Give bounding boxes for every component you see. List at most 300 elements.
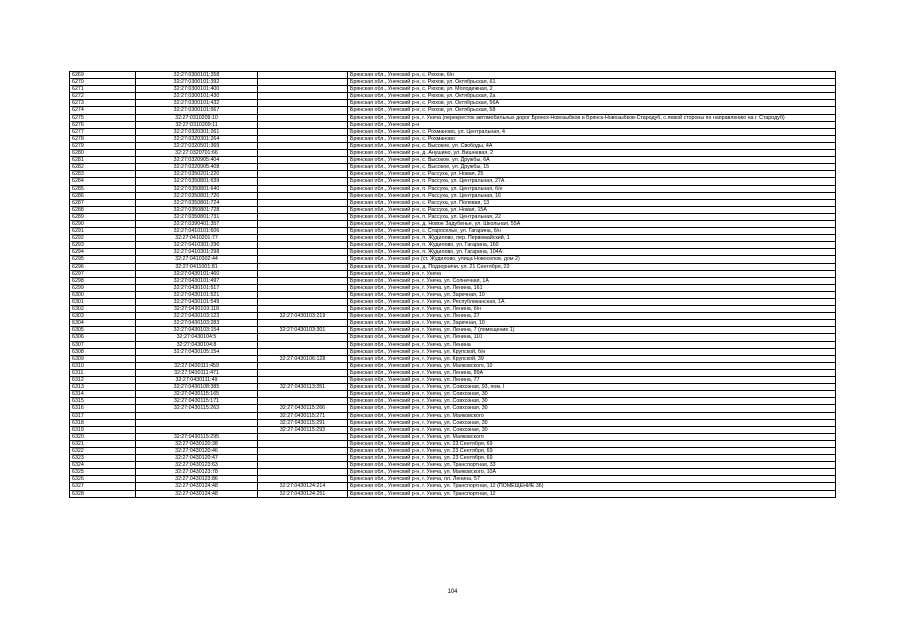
row-number-cell: 6312 [70,377,136,384]
table-row [70,369,836,376]
address-cell: Брянская обл., Унечский р-н, г. Унеча, ул. Совхозная, 30 [348,426,836,433]
room-cadastral-number-cell [258,171,348,178]
cadastral-number-cell: 32:27:0320301:261 [136,128,258,135]
address-cell: Брянская обл., Унечский р-н, г. Унеча, ул. 23 Сентября, 69 [348,455,836,462]
room-cadastral-number-cell: 32:27:0430115:291 [258,419,348,426]
row-number-cell: 6299 [70,284,136,291]
address-cell: Брянская обл., Унечский р-н, г. Унеча, ул. Транспортная, 12 (ПОМЕЩЕНИЕ 36) [348,483,836,490]
cadastral-number-cell: 32:27:0410301:296 [136,242,258,249]
cadastral-number-cell: 32:27:0430101:521 [136,291,258,298]
room-cadastral-number-cell [258,249,348,256]
room-cadastral-number-cell [258,178,348,185]
cadastral-number-cell: 32:27:0430115:263 [136,405,258,412]
room-cadastral-number-cell [258,299,348,306]
room-cadastral-number-cell [258,213,348,220]
address-cell: Брянская обл., Унечский р-н, д. Анушино, ул. Вишневая, 2 [348,150,836,157]
cadastral-number-cell [136,412,258,419]
address-cell: Брянская обл., Унечский р-н, г. Унеча [348,270,836,277]
cadastral-number-cell: 32:27:0430124:48 [136,483,258,490]
row-number-cell: 6272 [70,93,136,100]
table-row [70,455,836,462]
table-row [70,235,836,242]
row-number-cell: 6317 [70,412,136,419]
cadastral-number-cell: 32:27:0430104:8 [136,341,258,348]
address-cell: Брянская обл., Унечский р-н, п. Рассуха, ул. Центральная, б/н [348,185,836,192]
cadastral-number-cell [136,419,258,426]
cadastral-number-cell: 32:27:0430120:38 [136,440,258,447]
address-cell: Брянская обл., Унечский р-н, с. Высокое, ул. Свободы, 4А [348,142,836,149]
address-cell: Брянская обл., Унечский р-н, с. Рохманово, ул. Центральная, 4 [348,128,836,135]
table-row [70,291,836,298]
room-cadastral-number-cell [258,369,348,376]
address-cell: Брянская обл., Унечский р-н, с. Рохманово [348,135,836,142]
room-cadastral-number-cell [258,398,348,405]
table-row [70,476,836,483]
cadastral-number-cell: 32:27:0411001:81 [136,263,258,270]
row-number-cell: 6296 [70,263,136,270]
row-number-cell: 6282 [70,164,136,171]
row-number-cell: 6324 [70,462,136,469]
room-cadastral-number-cell [258,320,348,327]
table-row [70,384,836,391]
room-cadastral-number-cell [258,93,348,100]
cadastral-number-cell [136,355,258,362]
room-cadastral-number-cell: 32:27:0430106:128 [258,355,348,362]
row-number-cell: 6316 [70,405,136,412]
address-cell: Брянская обл., Унечский р-н, с. Рюхов, б/н [348,72,836,79]
cadastral-number-cell: 32:27:0320301:264 [136,135,258,142]
row-number-cell: 6289 [70,213,136,220]
table-row [70,79,836,86]
cadastral-number-cell: 32:27:0430108:385 [136,384,258,391]
row-number-cell: 6302 [70,306,136,313]
table-row [70,86,836,93]
address-cell: Брянская обл., Унечский р-н (ст. Жудилово, улица Новоселов, дом 2) [348,256,836,263]
address-cell: Брянская обл., Унечский р-н, г. Унеча, ул. Маяковского [348,433,836,440]
row-number-cell: 6293 [70,242,136,249]
room-cadastral-number-cell [258,164,348,171]
room-cadastral-number-cell [258,121,348,128]
cadastral-number-cell: 32:27:0320905:408 [136,164,258,171]
room-cadastral-number-cell: 32:27:0430124:214 [258,483,348,490]
table-row [70,93,836,100]
cadastral-number-cell: 32:27:0430115:171 [136,398,258,405]
room-cadastral-number-cell [258,362,348,369]
room-cadastral-number-cell [258,433,348,440]
table-row [70,426,836,433]
cadastral-number-cell: 32:27:0430104:5 [136,334,258,341]
room-cadastral-number-cell [258,135,348,142]
table-row [70,419,836,426]
row-number-cell: 6327 [70,483,136,490]
address-cell: Брянская обл., Унечский р-н, г. Унеча, ул. Заречная, 10 [348,320,836,327]
cadastral-number-cell: 32:27:0350801:720 [136,192,258,199]
cadastral-number-cell: 32:27:0320701:66 [136,150,258,157]
table-row [70,412,836,419]
row-number-cell: 6291 [70,228,136,235]
room-cadastral-number-cell [258,341,348,348]
table-row [70,469,836,476]
cadastral-number-cell: 32:27:0430101:460 [136,270,258,277]
room-cadastral-number-cell: 32:27:0430115:271 [258,412,348,419]
address-cell: Брянская обл., Унечский р-н, г. Унеча, ул. Заречная, 10 [348,291,836,298]
address-cell: Брянская обл., Унечский р-н [348,121,836,128]
table-row [70,334,836,341]
address-cell: Брянская обл., Унечский р-н, г. Унеча, ул. Ленина, 27 [348,313,836,320]
cadastral-number-cell: 32:27:0320905:404 [136,157,258,164]
room-cadastral-number-cell: 32:27:0430115:293 [258,426,348,433]
row-number-cell: 6292 [70,235,136,242]
room-cadastral-number-cell [258,100,348,107]
address-cell: Брянская обл., Унечский р-н, п. Жудилово, пер. Первомайский, 1 [348,235,836,242]
table-row [70,462,836,469]
address-cell: Брянская обл., Унечский р-н, с. Рюхов, ул. Октябрьская, 58 [348,107,836,114]
row-number-cell: 6285 [70,185,136,192]
table-row [70,327,836,334]
address-cell: Брянская обл., Унечский р-н, с. Рюхов, ул. Октябрьская, 56А [348,100,836,107]
table-row [70,192,836,199]
table-row [70,490,836,497]
address-cell: Брянская обл., Унечский р-н, г. Унеча, ул. Солнечная, 1А [348,277,836,284]
table-row [70,256,836,263]
room-cadastral-number-cell [258,86,348,93]
address-cell: Брянская обл., Унечский р-н, г. Унеча, ул. Ленина, 7 (помещение 1) [348,327,836,334]
row-number-cell: 6288 [70,206,136,213]
address-cell: Брянская обл., Унечский р-н, с. Рассуха, ул. Новая, 15А [348,206,836,213]
table-row [70,277,836,284]
row-number-cell: 6297 [70,270,136,277]
cadastral-number-cell: 32:27:0410301:298 [136,249,258,256]
row-number-cell: 6273 [70,100,136,107]
room-cadastral-number-cell [258,142,348,149]
address-cell: Брянская обл., Унечский р-н, с. Староселье, ул. Гагарина, б/н [348,228,836,235]
table-row [70,299,836,306]
address-cell: Брянская обл., Унечский р-н, с. Рюхов, ул. Молодежная, 2 [348,86,836,93]
room-cadastral-number-cell [258,334,348,341]
address-cell: Брянская обл., Унечский р-н, с. Высокое, ул. Дружбы, 6А [348,157,836,164]
room-cadastral-number-cell [258,270,348,277]
address-cell: Брянская обл., Унечский р-н, г. Унеча, ул. Маяковского, 10А [348,469,836,476]
cadastral-number-cell: 32:27:0430103:118 [136,306,258,313]
room-cadastral-number-cell [258,157,348,164]
table-row [70,185,836,192]
cadastral-number-cell: 32:27:0430111:459 [136,362,258,369]
table-row [70,142,836,149]
room-cadastral-number-cell [258,462,348,469]
row-number-cell: 6294 [70,249,136,256]
cadastral-number-cell: 32:27:0430123:86 [136,476,258,483]
room-cadastral-number-cell [258,440,348,447]
room-cadastral-number-cell [258,107,348,114]
address-cell: Брянская обл., Унечский р-н, г. Унеча, ул. Ленина, 161 [348,284,836,291]
row-number-cell: 6328 [70,490,136,497]
cadastral-number-cell: 32:27:0410201:77 [136,235,258,242]
cadastral-number-cell [136,426,258,433]
cadastral-number-cell: 32:27:0350201:220 [136,171,258,178]
cadastral-number-cell: 32:27:0430101:517 [136,284,258,291]
row-number-cell: 6303 [70,313,136,320]
room-cadastral-number-cell [258,306,348,313]
table-row [70,284,836,291]
row-number-cell: 6311 [70,369,136,376]
address-cell: Брянская обл., Унечский р-н, п. Жудилово, ул. Гагарина, 104А [348,249,836,256]
table-row [70,263,836,270]
room-cadastral-number-cell [258,192,348,199]
table-row [70,313,836,320]
room-cadastral-number-cell [258,469,348,476]
cadastral-number-cell: 32:27:0300101:432 [136,100,258,107]
table-row [70,171,836,178]
cadastral-number-cell: 32:27:0350801:728 [136,206,258,213]
address-cell: Брянская обл., Унечский р-н, г. Унеча, ул. Крупской, 39 [348,355,836,362]
table-row [70,178,836,185]
row-number-cell: 6287 [70,199,136,206]
address-cell: Брянская обл., Унечский р-н, с. Рюхов, ул. Октябрьская, 61 [348,79,836,86]
room-cadastral-number-cell [258,220,348,227]
address-cell: Брянская обл., Унечский р-н, п. Рассуха, ул. Центральная, 27А [348,178,836,185]
address-cell: Брянская обл., Унечский р-н, г. Унеча, ул. Республиканская, 1А [348,299,836,306]
row-number-cell: 6307 [70,341,136,348]
room-cadastral-number-cell [258,228,348,235]
address-cell: Брянская обл., Унечский р-н, г. Унеча, ул. 23 Сентября, 69 [348,440,836,447]
address-cell: Брянская обл., Унечский р-н, г. Унеча, ул. Совхозная, 93, пом. I [348,384,836,391]
row-number-cell: 6270 [70,79,136,86]
row-number-cell: 6314 [70,391,136,398]
table-row [70,72,836,79]
table-row [70,433,836,440]
cadastral-number-cell: 32:27:0430115:165 [136,391,258,398]
address-cell: Брянская обл., Унечский р-н, г. Унеча, ул. Совхозная, 30 [348,419,836,426]
address-cell: Брянская обл., Унечский р-н, п. Рассуха, ул. Центральная, 22 [348,213,836,220]
address-cell: Брянская обл., Унечский р-н, г. Унеча, ул. Крупской, б/н [348,348,836,355]
table-row [70,228,836,235]
row-number-cell: 6269 [70,72,136,79]
room-cadastral-number-cell: 32:27:0430103:219 [258,313,348,320]
room-cadastral-number-cell [258,185,348,192]
row-number-cell: 6277 [70,128,136,135]
address-cell: Брянская обл., Унечский р-н, г. Унеча, ул. Ленина, б/н [348,306,836,313]
room-cadastral-number-cell [258,242,348,249]
row-number-cell: 6318 [70,419,136,426]
row-number-cell: 6284 [70,178,136,185]
row-number-cell: 6313 [70,384,136,391]
cadastral-number-cell: 32:27:0430101:549 [136,299,258,306]
address-cell: Брянская обл., Унечский р-н, с. Высокое, ул. Дружбы, 15 [348,164,836,171]
room-cadastral-number-cell [258,447,348,454]
row-number-cell: 6326 [70,476,136,483]
cadastral-number-cell: 32:27:0320501:369 [136,142,258,149]
table-row [70,100,836,107]
table-row [70,128,836,135]
room-cadastral-number-cell [258,256,348,263]
row-number-cell: 6319 [70,426,136,433]
row-number-cell: 6315 [70,398,136,405]
cadastral-number-cell: 32:27:0430103:123 [136,313,258,320]
row-number-cell: 6304 [70,320,136,327]
address-cell: Брянская обл., Унечский р-н, г. Унеча, ул. Ленина, 77 [348,377,836,384]
address-cell: Брянская обл., Унечский р-н, д. Подзорничи, ул. 21 Сентября, 23 [348,263,836,270]
cadastral-number-cell: 32:27:0430120:46 [136,447,258,454]
address-cell: Брянская обл., Унечский р-н, г. Унеча, пл. Ленина, 57 [348,476,836,483]
row-number-cell: 6290 [70,220,136,227]
table-row [70,157,836,164]
address-cell: Брянская обл., Унечский р-н, с. Рюхов, ул. Октябрьская, 2а [348,93,836,100]
row-number-cell: 6306 [70,334,136,341]
row-number-cell: 6274 [70,107,136,114]
room-cadastral-number-cell: 32:27:0430124:251 [258,490,348,497]
address-cell: Брянская обл., Унечский р-н, п. Рассуха, ул. Центральная, 16 [348,192,836,199]
room-cadastral-number-cell [258,476,348,483]
room-cadastral-number-cell: 32:27:0430113:351 [258,384,348,391]
room-cadastral-number-cell [258,455,348,462]
address-cell: Брянская обл., Унечский р-н, г. Унеча, ул. Маяковского, 10 [348,362,836,369]
room-cadastral-number-cell [258,199,348,206]
address-cell: Брянская обл., Унечский р-н, г. Унеча, ул. Совхозная, 30 [348,405,836,412]
table-row [70,206,836,213]
table-row [70,199,836,206]
table-row [70,391,836,398]
cadastral-number-cell: 32:27:0430123:63 [136,462,258,469]
address-cell: Брянская обл., Унечский р-н, г. Унеча, ул. Транспортная, 33 [348,462,836,469]
room-cadastral-number-cell [258,348,348,355]
address-cell: Брянская обл., Унечский р-н, г. Унеча, ул. Маяковского [348,412,836,419]
address-cell: Брянская обл., Унечский р-н, г. Унеча, ул. Совхозная, 30 [348,391,836,398]
room-cadastral-number-cell [258,206,348,213]
row-number-cell: 6298 [70,277,136,284]
room-cadastral-number-cell [258,128,348,135]
room-cadastral-number-cell [258,391,348,398]
table-row [70,213,836,220]
row-number-cell: 6300 [70,291,136,298]
cadastral-number-cell: 32:27:0410101:606 [136,228,258,235]
row-number-cell: 6281 [70,157,136,164]
cadastral-number-cell: 32:27:0430111:49 [136,377,258,384]
cadastral-number-cell: 32:27:0430124:48 [136,490,258,497]
row-number-cell: 6305 [70,327,136,334]
room-cadastral-number-cell [258,377,348,384]
table-row [70,355,836,362]
room-cadastral-number-cell [258,150,348,157]
address-cell: Брянская обл., Унечский р-н, п. Жудилово, ул. Гагарина, 160 [348,242,836,249]
address-cell: Брянская обл., Унечский р-н, г. Унеча, ул. Ленина, 89А [348,369,836,376]
cadastral-number-cell: 32:27:0300101:430 [136,93,258,100]
table-row [70,377,836,384]
row-number-cell: 6323 [70,455,136,462]
room-cadastral-number-cell [258,79,348,86]
table-row [70,135,836,142]
table-row [70,107,836,114]
table-row [70,249,836,256]
cadastral-number-cell: 32:27:0390401:357 [136,220,258,227]
row-number-cell: 6325 [70,469,136,476]
cadastral-number-cell: 32:27:0410302:44 [136,256,258,263]
table-row [70,362,836,369]
cadastral-number-cell: 32:27:0300101:567 [136,107,258,114]
table-row [70,348,836,355]
table-row [70,341,836,348]
table-row [70,398,836,405]
row-number-cell: 6301 [70,299,136,306]
cadastral-number-cell: 32:27:0430103:283 [136,320,258,327]
cadastral-number-cell: 32:27:0350801:731 [136,213,258,220]
table-row [70,164,836,171]
room-cadastral-number-cell [258,263,348,270]
table-row [70,483,836,490]
cadastral-number-cell: 32:27:0430120:47 [136,455,258,462]
cadastral-number-cell: 32:27:0430103:154 [136,327,258,334]
room-cadastral-number-cell: 32:27:0430115:266 [258,405,348,412]
room-cadastral-number-cell [258,235,348,242]
table-row [70,306,836,313]
address-cell: Брянская обл., Унечский р-н, д. Новое Задубенье, ул. Школьная, 55А [348,220,836,227]
cadastral-number-cell: 32:27:0430111:471 [136,369,258,376]
address-cell: Брянская обл., Унечский р-н, г. Унеча, ул. Ленина, 110 [348,334,836,341]
room-cadastral-number-cell [258,291,348,298]
table-row [70,270,836,277]
cadastral-number-cell: 32:27:0350801:640 [136,185,258,192]
cadastral-number-cell: 32:27:0430123:78 [136,469,258,476]
cadastral-number-cell: 32:27:0300101:392 [136,79,258,86]
row-number-cell: 6276 [70,121,136,128]
row-number-cell: 6320 [70,433,136,440]
room-cadastral-number-cell [258,277,348,284]
row-number-cell: 6271 [70,86,136,93]
cadastral-number-cell: 32:27:0300101:358 [136,72,258,79]
cadastral-number-cell: 32:27:0310209:10 [136,114,258,121]
row-number-cell: 6286 [70,192,136,199]
cadastral-number-cell: 32:27:0350801:724 [136,199,258,206]
cadastral-number-cell: 32:27:0430101:497 [136,277,258,284]
address-cell: Брянская обл., Унечский р-н, г. Унеча, ул. Совхозная, 30 [348,398,836,405]
row-number-cell: 6275 [70,114,136,121]
row-number-cell: 6321 [70,440,136,447]
cadastral-number-cell: 32:27:0300101:400 [136,86,258,93]
address-cell: Брянская обл., Унечский р-н, с. Рассуха, ул. Новая, 25 [348,171,836,178]
table-row [70,440,836,447]
table-row [70,447,836,454]
address-cell: Брянская обл., Унечский р-н, г. Унеча, ул. Транспортная, 12 [348,490,836,497]
table-row [70,242,836,249]
table-row [70,114,836,121]
address-cell: Брянская обл., Унечский р-н, г. Унеча (перекресток автомобильных дорог Брянск-Новозыбков и Брянск-Новозыбков-Стародуб, с левой стороны по направлению на г. Стародуб) [348,114,836,121]
table-row [70,220,836,227]
address-cell: Брянская обл., Унечский р-н, г. Унеча, ул. 23 Сентября, 69 [348,447,836,454]
address-cell: Брянская обл., Унечский р-н, г. Унеча, ул. Ленина [348,341,836,348]
cadastral-number-cell: 32:27:0310209:11 [136,121,258,128]
row-number-cell: 6283 [70,171,136,178]
row-number-cell: 6309 [70,355,136,362]
registry-table [69,71,836,498]
address-cell: Брянская обл., Унечский р-н, с. Рассуха, ул. Полевая, 13 [348,199,836,206]
table-row [70,405,836,412]
table-row [70,320,836,327]
row-number-cell: 6295 [70,256,136,263]
room-cadastral-number-cell: 32:27:0430103:301 [258,327,348,334]
row-number-cell: 6308 [70,348,136,355]
row-number-cell: 6322 [70,447,136,454]
table-row [70,121,836,128]
cadastral-number-cell: 32:27:0350801:639 [136,178,258,185]
room-cadastral-number-cell [258,114,348,121]
room-cadastral-number-cell [258,284,348,291]
page-number: 104 [447,589,458,595]
registry-table-body [70,72,836,498]
row-number-cell: 6279 [70,142,136,149]
cadastral-number-cell: 32:27:0430115:295 [136,433,258,440]
room-cadastral-number-cell [258,72,348,79]
row-number-cell: 6280 [70,150,136,157]
table-row [70,150,836,157]
